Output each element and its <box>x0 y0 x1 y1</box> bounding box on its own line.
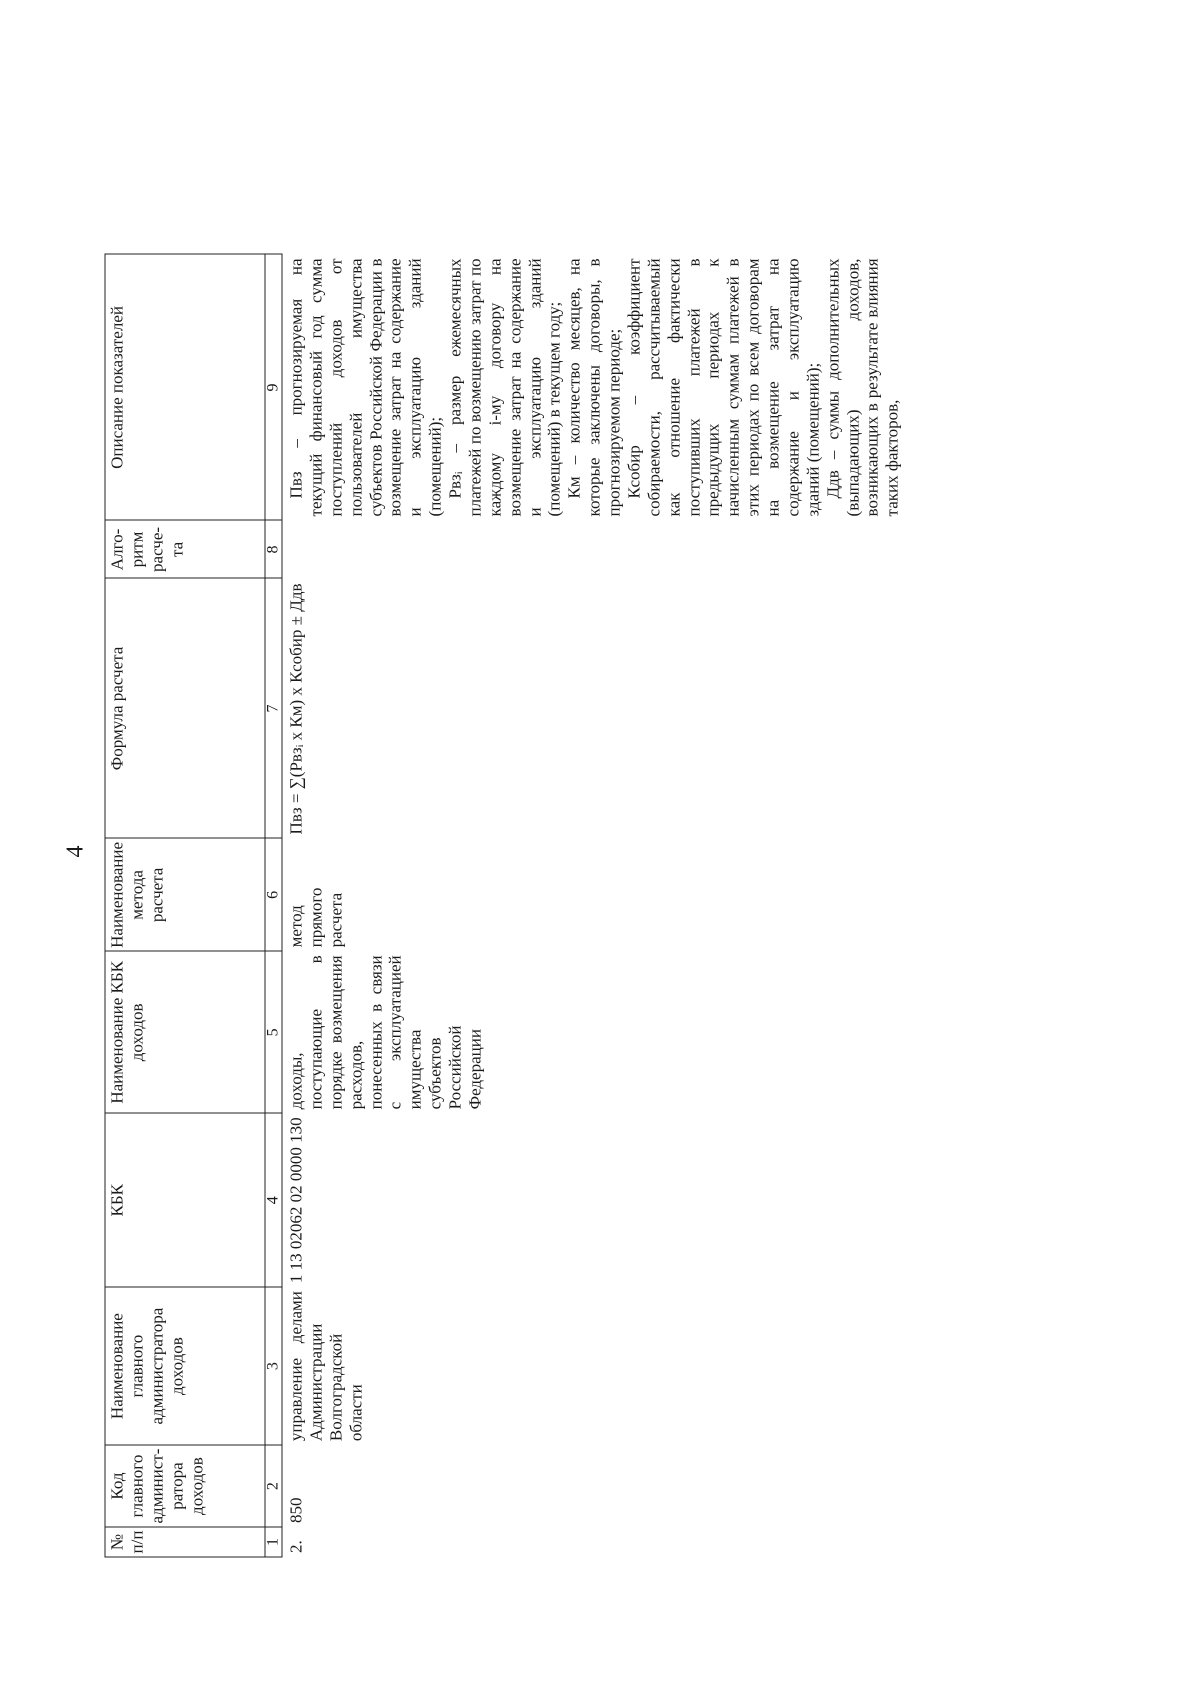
rotated-page-content <box>63 73 1143 1618</box>
column-number: 8 <box>265 520 282 578</box>
header-method: Наименование метода расчета <box>105 838 265 951</box>
header-description: Описание показателей <box>105 254 265 520</box>
header-algorithm: Алго-ритм расче-та <box>105 520 265 578</box>
row-number: 2. <box>286 1540 306 1553</box>
column-number-row <box>265 254 282 1557</box>
column-number: 1 <box>265 1527 282 1557</box>
column-number: 5 <box>265 951 282 1113</box>
description-paragraph: Пвз – прогнозируемая на текущий финансовый год сумма поступлений доходов от пользователей имущества субъектов Российской Федерации в возмещение затрат на содержание и эксплуатацию зданий (помещений); <box>286 258 445 517</box>
header-kbk: КБК <box>105 1113 265 1287</box>
column-number: 6 <box>265 838 282 951</box>
description-paragraph: Рвзᵢ – размер ежемесячных платежей по возмещению затрат по каждому i-му договору на возмещение затрат на содержание и эксплуатацию зданий (помещений) в текущем году; <box>445 258 564 517</box>
method-cell: метод прямого расчета <box>286 887 346 948</box>
header-admin-code: Код главного админист-ратора доходов <box>105 1445 265 1527</box>
header-admin-name: Наименование главного администратора доходов <box>105 1287 265 1445</box>
table-row <box>282 254 907 1557</box>
column-number: 4 <box>265 1113 282 1287</box>
column-number: 3 <box>265 1287 282 1445</box>
methodology-table <box>105 254 907 1558</box>
kbk-cell <box>282 1113 907 1287</box>
table-header-row <box>105 254 265 1557</box>
column-number: 7 <box>265 578 282 838</box>
header-number: № п/п <box>105 1527 265 1557</box>
admin-code-cell: 850 <box>286 1497 306 1523</box>
kbk-name-cell: доходы, поступающие в порядке возмещения расходов, понесенных в связи с эксплуатацией имущества субъектов Российской Федерации <box>286 955 485 1110</box>
description-paragraph: Км – количество месяцев, на которые заключены договоры, в прогнозируемом периоде; <box>564 258 624 517</box>
admin-name-cell: управление делами Администрации Волгоградской области <box>286 1291 366 1442</box>
header-formula: Формула расчета <box>105 578 265 838</box>
description-paragraph: Ксобир – коэффициент собираемости, рассчитываемый как отношение фактически поступивших платежей в предыдущих периодах к начисленным суммам платежей в этих периодах по всем договорам на возмещение затрат на содержание и эксплуатацию зданий (помещений); <box>624 258 823 517</box>
kbk-code: 1 13 02062 02 0000 130 <box>286 1117 306 1284</box>
formula-cell: Пвз = ∑(Рвзᵢ x Км) x Ксобир ± Ддв <box>286 583 306 835</box>
column-number: 2 <box>265 1445 282 1527</box>
column-number: 9 <box>265 254 282 520</box>
page-number: 4 <box>62 845 89 858</box>
header-kbk-name: Наименование КБК доходов <box>105 951 265 1113</box>
description-paragraph: Ддв – суммы дополнительных (выпадающих) доходов, возникающих в результате влияния таких факторов, <box>823 258 902 517</box>
description-cell <box>282 254 907 520</box>
algorithm-cell <box>282 520 907 578</box>
